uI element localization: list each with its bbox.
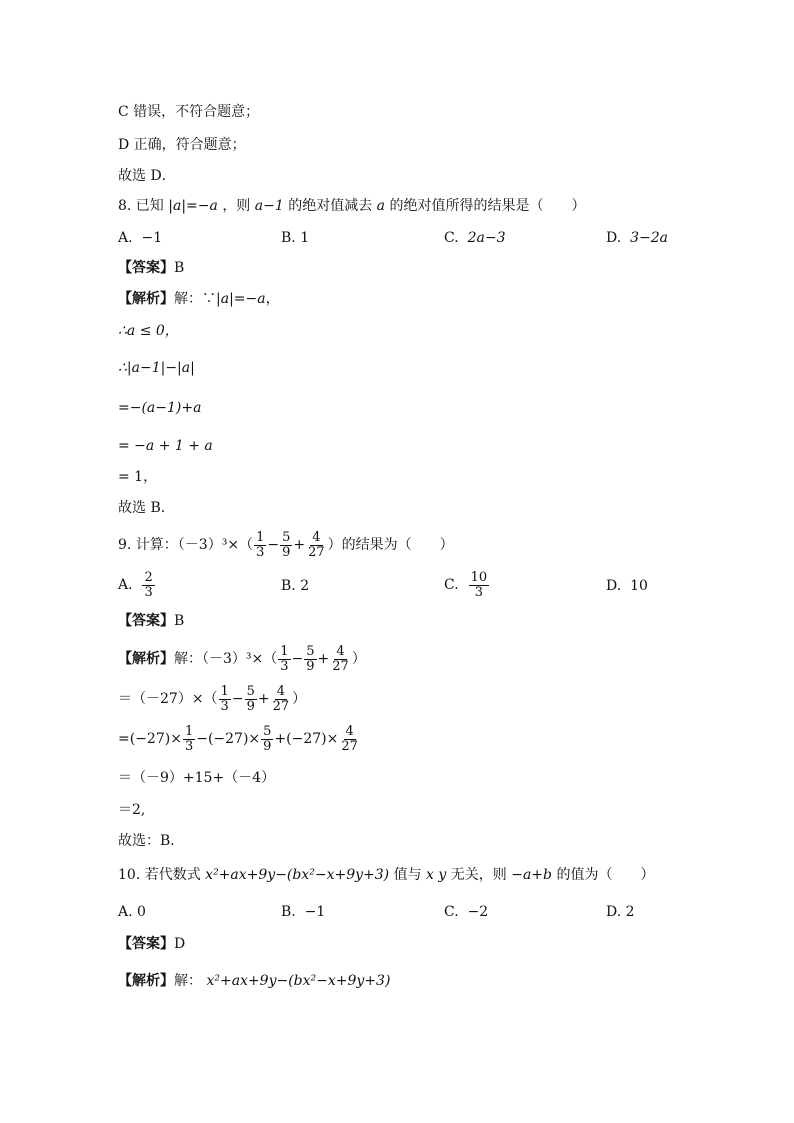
q9-choose: 故选：B． — [118, 833, 185, 849]
question-8 — [118, 196, 585, 216]
question-9: 9. 计算：（－3）³×（ $\frac{1}{3}$ − $\frac{5}{9}$ + $\frac{4}{27}$ ）的结果为（ ） — [118, 529, 454, 560]
q8-number: 8. 已知 — [118, 198, 164, 214]
q10-option-a: A. 0 — [118, 904, 146, 920]
q8-var: a — [376, 198, 386, 214]
text-choose-d: 故选 D． — [118, 168, 176, 184]
question-10: 10. 若代数式 x²+ax+9y−(bx²−x+9y+3) 值与 x y 无关，则 −a+b 的值为（ ） — [118, 867, 655, 883]
q9-analysis: 【解析】解：（－3）³×（ $\frac{1}{3}$ − $\frac{5}{9}$ + $\frac{4}{27}$ ） — [118, 643, 366, 674]
q8-tail: 的绝对值减去 — [288, 198, 373, 214]
q10-option-d: D. 2 — [606, 904, 635, 920]
q8-step-5: = −a + 1 + a — [118, 438, 213, 454]
q9-option-d: D. 10 — [606, 578, 648, 594]
q9-option-a: A. $\frac{2}{3}$ — [118, 569, 153, 600]
q9-option-b: B. 2 — [281, 578, 310, 594]
q10-option-c: C. −2 — [444, 904, 489, 920]
q10-answer: 【答案】D — [118, 936, 186, 952]
q8-step-6: = 1， — [118, 469, 158, 485]
q8-step-4: =−(a−1)+a — [118, 400, 202, 416]
q8-option-a: A. −1 — [118, 230, 163, 246]
q8-option-d: D. 3−2a — [606, 230, 668, 246]
q8-expr2: a−1 — [254, 198, 284, 214]
q8-step-2: ∴a ≤ 0， — [118, 323, 179, 339]
q10-analysis: 【解析】解： x²+ax+9y−(bx²−x+9y+3) — [118, 973, 391, 989]
q8-choose: 故选 B． — [118, 500, 175, 516]
q8-option-c: C. 2a−3 — [444, 230, 506, 246]
q8-step-3: ∴|a−1|−|a| — [118, 360, 195, 376]
q8-mid: ，则 — [222, 198, 251, 214]
q9-answer: 【答案】B — [118, 613, 185, 629]
q9-option-c: C. $\frac{10}{3}$ — [444, 569, 488, 600]
q8-answer: 【答案】B — [118, 260, 185, 276]
text-d-correct: D 正确，符合题意； — [118, 137, 246, 153]
q8-abs-expr: |a|=−a — [168, 198, 218, 214]
q9-step-5: ＝2, — [118, 802, 146, 818]
q9-step-3: =(−27)× $\frac{1}{3}$ −(−27)× $\frac{5}{9}$ +(−27)× $\frac{4}{27}$ — [118, 723, 358, 754]
q9-step-4: ＝（－9）+15+（－4） — [118, 770, 276, 786]
q8-option-b: B. 1 — [281, 230, 310, 246]
q9-step-2: ＝（－27）×（ $\frac{1}{3}$ − $\frac{5}{9}$ + $\frac{4}{27}$ ） — [118, 683, 307, 714]
q10-option-b: B. −1 — [281, 904, 326, 920]
q8-tail2: 的绝对值所得的结果是（ ） — [389, 198, 586, 214]
q8-analysis: 【解析】解：∵|a|=−a， — [118, 291, 280, 307]
text-c-wrong: C 错误，不符合题意； — [118, 104, 260, 120]
